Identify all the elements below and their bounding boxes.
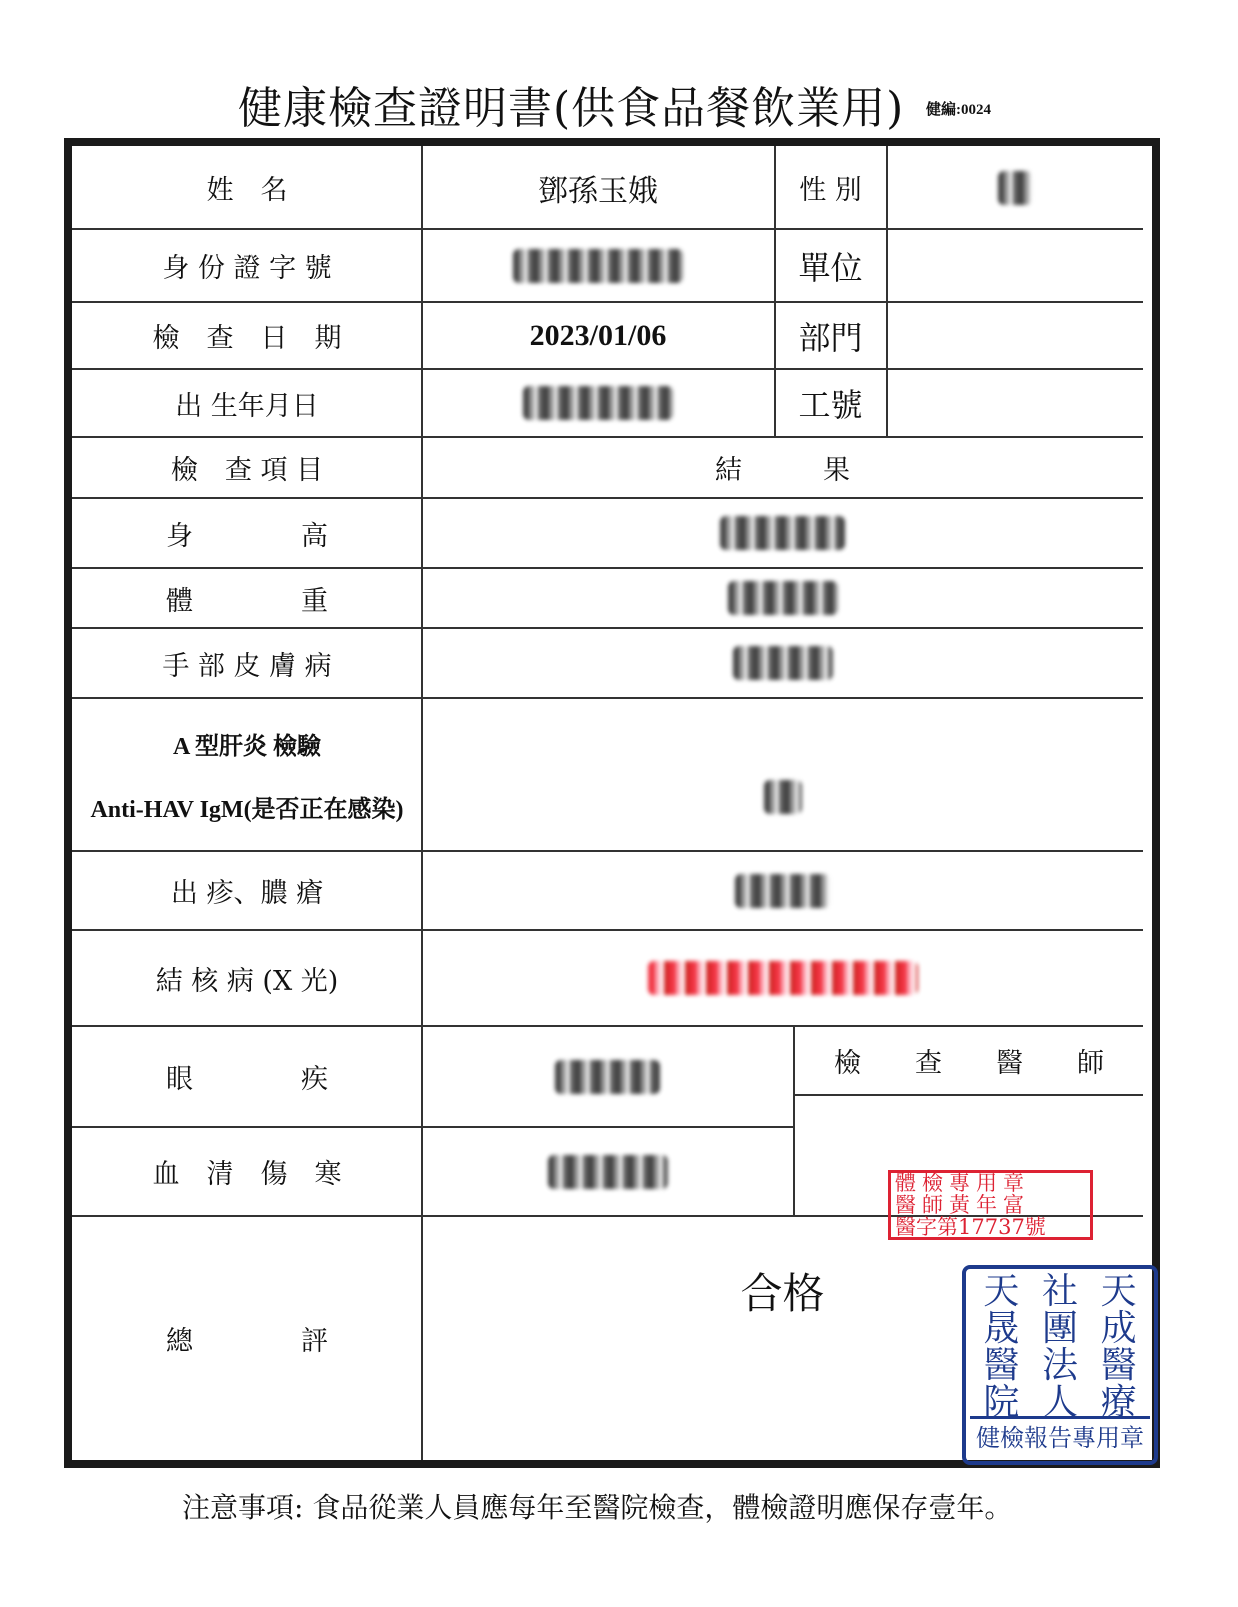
rash-label: 出 疹、膿 瘡	[170, 878, 324, 909]
name-label: 姓 名	[206, 175, 288, 206]
hospital-seal-char: 晟	[983, 1308, 1020, 1349]
id-value-redacted	[422, 229, 774, 302]
skin-value-redacted	[422, 628, 1143, 698]
hospital-seal-char: 人	[1041, 1382, 1078, 1423]
tb-value-redacted	[422, 930, 1143, 1026]
unit-label: 單位	[798, 248, 863, 287]
empno-label: 工號	[798, 386, 863, 424]
hospital-seal-char: 成	[1100, 1308, 1137, 1349]
weight-label: 體 重	[166, 585, 328, 617]
dept-label: 部門	[798, 318, 863, 357]
summary-value: 合格	[740, 1269, 825, 1318]
hospital-seal-char: 法	[1041, 1345, 1078, 1386]
hav-label-line1: A 型肝炎 檢驗	[172, 733, 321, 760]
hospital-seal-char: 醫	[983, 1345, 1020, 1386]
hav-value-redacted	[422, 698, 1143, 851]
result-label: 結 果	[715, 455, 850, 486]
gender-value-redacted	[887, 146, 1143, 229]
date-value: 2023/01/06	[529, 318, 667, 352]
doctor-label: 檢 查 醫 師	[834, 1048, 1104, 1079]
tb-label: 結 核 病 (X 光)	[155, 965, 339, 997]
gender-label: 性 別	[799, 175, 862, 206]
items-label: 檢 查 項 目	[170, 455, 324, 486]
hospital-seal-char: 天	[1100, 1271, 1137, 1312]
height-label: 身 高	[166, 520, 328, 552]
doctor-seal-stamp: 體檢專用章 醫師黃年富 醫字第17737號	[888, 1170, 1093, 1240]
document-title: 健康檢查證明書(供食品餐飲業用)	[238, 83, 905, 134]
birth-value-redacted	[422, 369, 774, 437]
date-label: 檢 查 日 期	[152, 323, 342, 354]
typhoid-value-redacted	[422, 1127, 793, 1216]
birth-label: 出 生年月日	[175, 390, 319, 422]
skin-label: 手 部 皮 膚 病	[162, 650, 332, 682]
eye-label: 眼 疾	[166, 1064, 328, 1095]
rash-value-redacted	[422, 851, 1143, 930]
id-label: 身 份 證 字 號	[162, 253, 332, 284]
eye-value-redacted	[422, 1026, 793, 1127]
hospital-seal-char: 社	[1041, 1271, 1078, 1312]
hospital-seal-char: 天	[983, 1271, 1020, 1312]
hospital-seal-stamp	[962, 1265, 1158, 1465]
footer-note: 注意事項: 食品從業人員應每年至醫院檢查，體檢證明應保存壹年。	[182, 1491, 1013, 1524]
hospital-seal-char: 療	[1100, 1382, 1137, 1423]
hospital-seal-char: 醫	[1100, 1345, 1137, 1386]
weight-value-redacted	[422, 568, 1143, 628]
hospital-seal-char: 院	[983, 1382, 1020, 1423]
document-code: 健編:0024	[926, 102, 991, 118]
hospital-seal-footer: 健檢報告專用章	[970, 1416, 1150, 1457]
hav-label-line2: Anti-HAV IgM(是否正在感染)	[90, 796, 404, 823]
hospital-seal-char: 團	[1041, 1308, 1078, 1349]
summary-label: 總 評	[166, 1325, 328, 1357]
height-value-redacted	[422, 498, 1143, 568]
hav-label	[72, 698, 422, 851]
name-value: 鄧孫玉娥	[538, 173, 658, 209]
typhoid-label: 血 清 傷 寒	[152, 1159, 342, 1190]
